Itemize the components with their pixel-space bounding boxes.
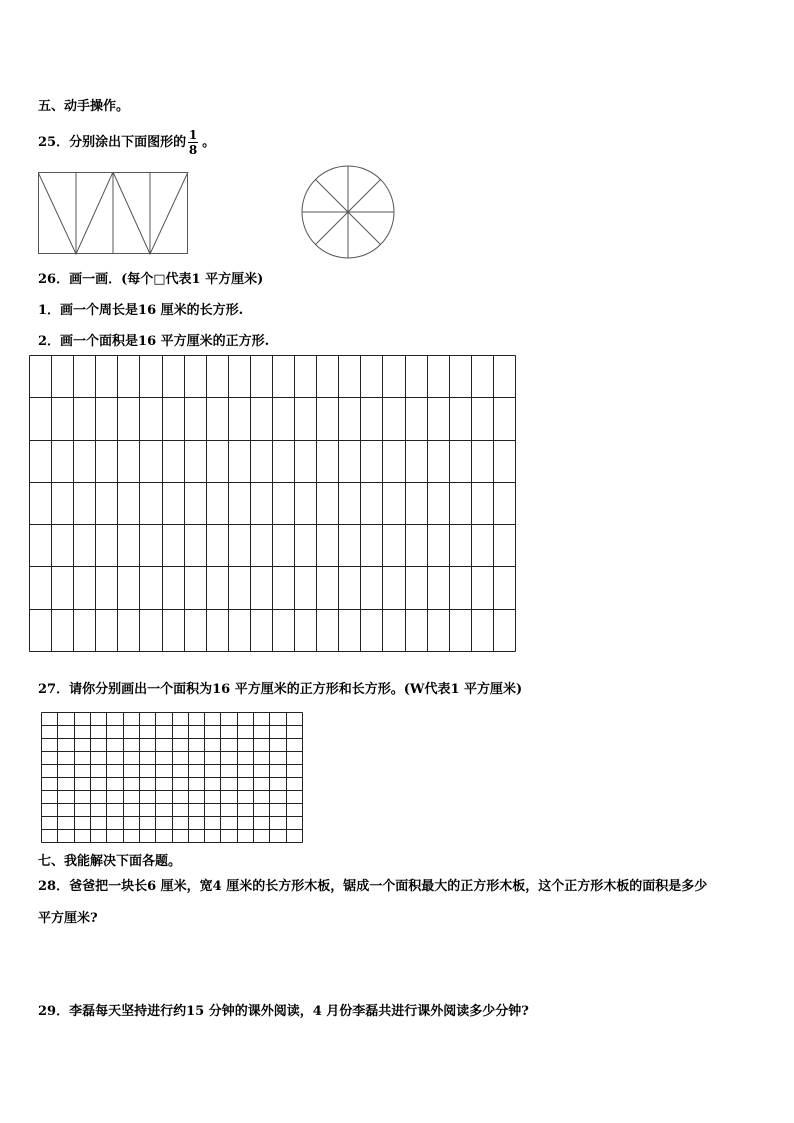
- question-25-suffix: 。: [202, 135, 216, 150]
- drawing-grid-small[interactable]: [41, 712, 305, 844]
- drawing-grid-large[interactable]: [29, 355, 519, 655]
- circle-eighths-figure: [300, 164, 396, 260]
- question-28-line-1: 28．爸爸把一块长6 厘米，宽4 厘米的长方形木板，锯成一个面积最大的正方形木板，这个正方形木板的面积是多少: [38, 879, 708, 894]
- question-27-title: 27．请你分别画出一个面积为16 平方厘米的正方形和长方形。(W代表1 平方厘米): [38, 682, 523, 697]
- question-26-title: 26．画一画．(每个□代表1 平方厘米): [38, 272, 264, 287]
- section-5-title: 五、动手操作。: [38, 99, 130, 114]
- fraction-one-eighth: [188, 128, 198, 157]
- question-29: 29．李磊每天坚持进行约15 分钟的课外阅读，4 月份李磊共进行课外阅读多少分钟?: [38, 1004, 529, 1019]
- question-26-item-2: 2．画一个面积是16 平方厘米的正方形.: [38, 334, 270, 349]
- fraction-numerator: 1: [188, 128, 198, 142]
- triangle-rectangle-figure: [38, 172, 190, 256]
- question-25-prefix: 25．分别涂出下面图形的: [38, 135, 187, 150]
- question-28-line-2: 平方厘米?: [38, 911, 98, 926]
- fraction-denominator: 8: [188, 143, 198, 157]
- section-7-title: 七、我能解决下面各题。: [38, 854, 182, 869]
- question-25: [38, 128, 215, 157]
- question-26-item-1: 1．画一个周长是16 厘米的长方形.: [38, 303, 244, 318]
